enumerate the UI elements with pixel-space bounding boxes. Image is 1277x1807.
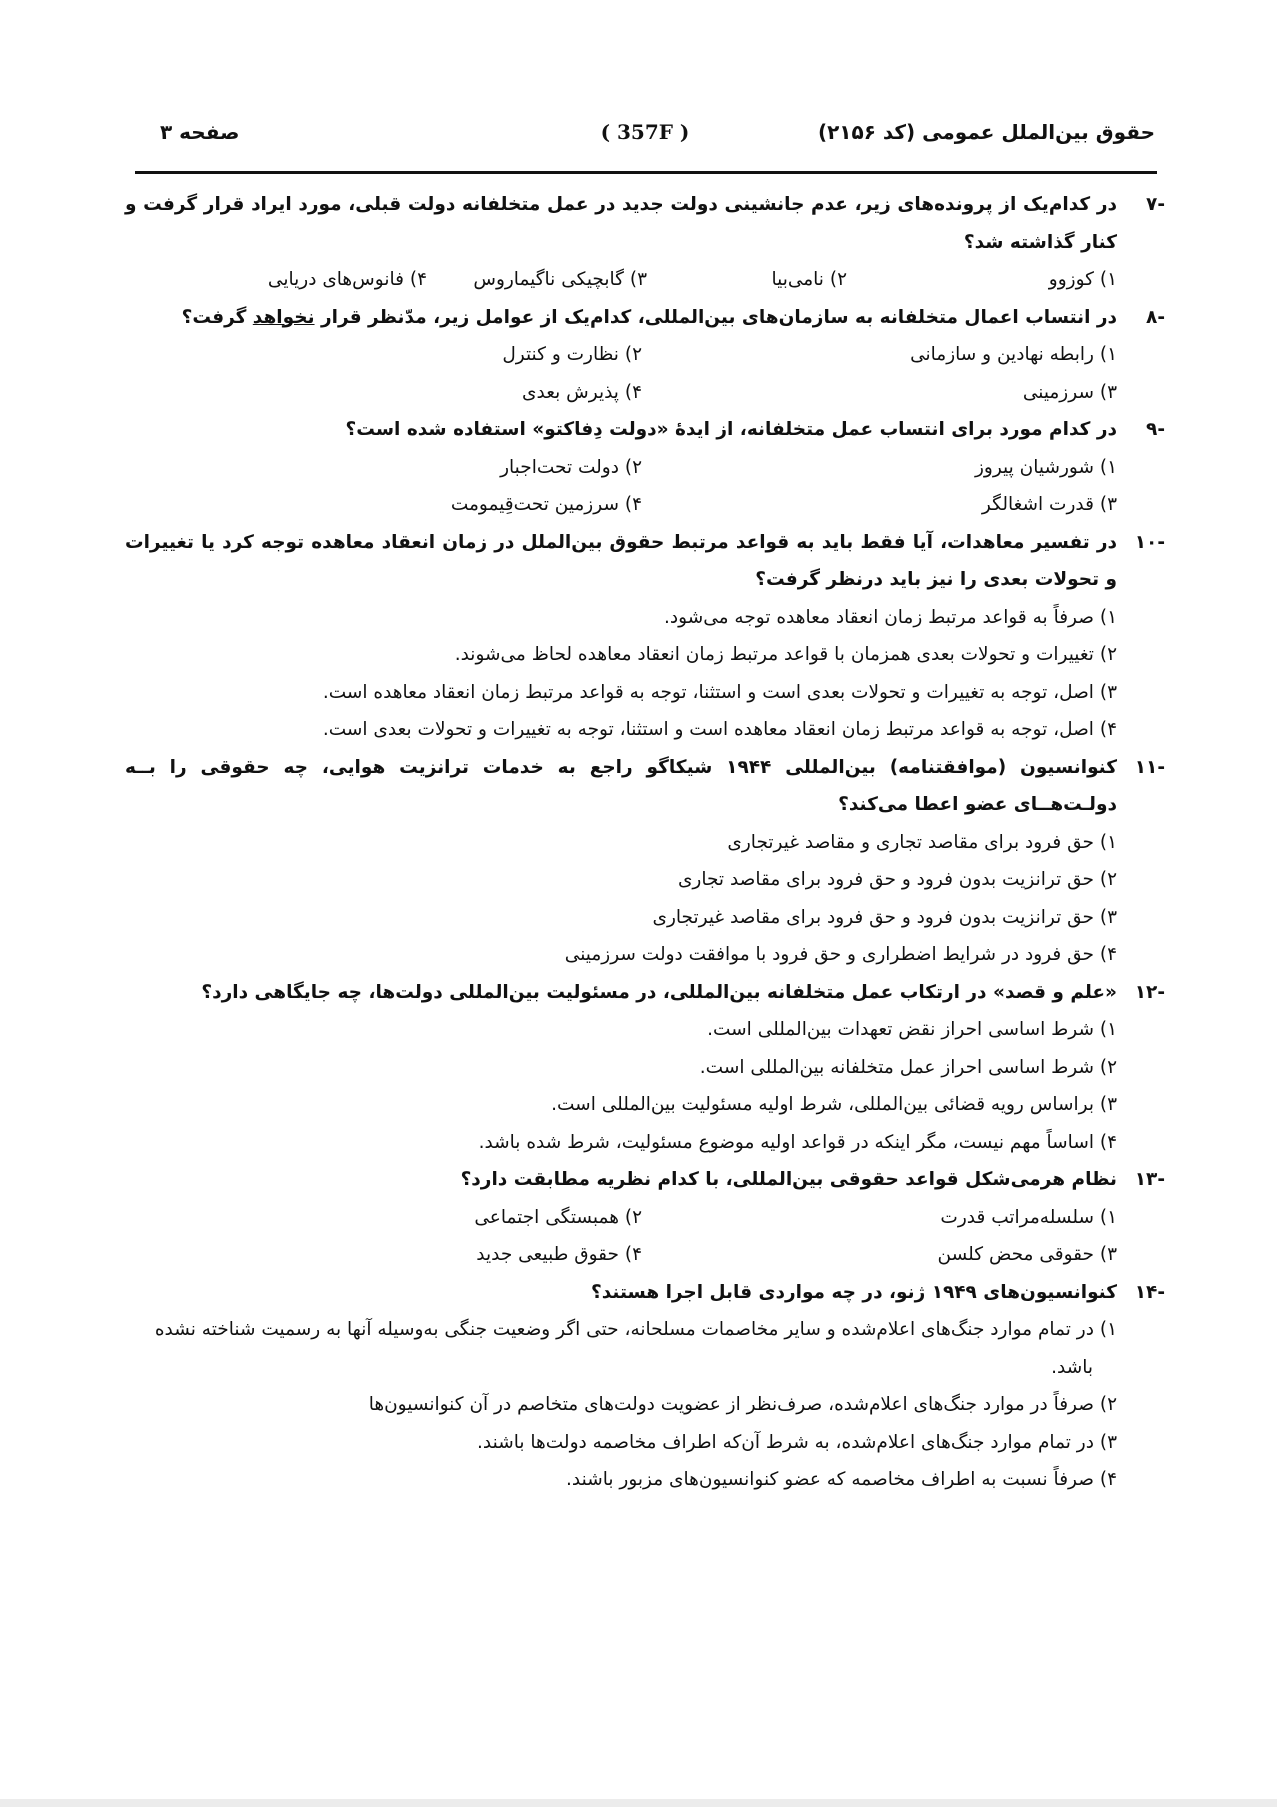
- option-3: ۳) اصل، توجه به تغییرات و تحولات بعدی است و استثنا، توجه به قواعد مرتبط زمان انعقاد معاهده است.: [322, 681, 1117, 703]
- question-number: -۹: [1146, 419, 1165, 440]
- exam-title: حقوق بین‌الملل عمومی (کد ۲۱۵۶): [817, 120, 1155, 144]
- options: [125, 336, 1117, 411]
- question-10: [125, 524, 1165, 749]
- option-2: ۲) شرط اساسی احراز عمل متخلفانه بین‌المللی است.: [699, 1056, 1117, 1078]
- option-2: ۲) دولت تحت‌اجبار: [500, 456, 642, 478]
- option-1: ۱) شرط اساسی احراز نقض تعهدات بین‌المللی است.: [707, 1019, 1117, 1040]
- option-3: ۳) قدرت اشغالگر: [981, 494, 1117, 515]
- options: [125, 449, 1117, 524]
- question-number: -۱۴: [1134, 1281, 1165, 1303]
- option-1: ۱) صرفاً به قواعد مرتبط زمان انعقاد معاهده توجه می‌شود.: [664, 606, 1117, 628]
- question-12: [125, 974, 1165, 1162]
- question-text-part: گرفت؟: [181, 306, 253, 328]
- page-header: [135, 120, 1155, 154]
- options: [125, 1011, 1117, 1161]
- option-2: ۲) نامی‌بیا: [771, 269, 847, 290]
- question-number: -۱۱: [1134, 756, 1165, 778]
- option-4: ۴) حقوق طبیعی جدید: [476, 1244, 642, 1265]
- option-1: ۱) رابطه نهادین و سازمانی: [910, 344, 1117, 365]
- question-text: «علم و قصد» در ارتکاب عمل متخلفانه بین‌المللی، در مسئولیت بین‌المللی دولت‌ها، چه جایگاهی دارد؟: [201, 981, 1117, 1003]
- question-13: [125, 1161, 1165, 1274]
- option-4: ۴) صرفاً نسبت به اطراف مخاصمه که عضو کنوانسیون‌های مزبور باشند.: [566, 1469, 1117, 1490]
- option-3: ۳) براساس رویه قضائی بین‌المللی، شرط اولیه مسئولیت بین‌المللی است.: [551, 1094, 1117, 1115]
- option-3: ۳) حق ترانزیت بدون فرود و حق فرود برای مقاصد غیرتجاری: [652, 906, 1117, 928]
- options: [125, 1311, 1117, 1499]
- option-2: ۲) صرفاً در موارد جنگ‌های اعلام‌شده، صرف‌نظر از عضویت دولت‌های متخاصم در آن کنوانسیون‌ها: [368, 1394, 1117, 1415]
- option-2: ۲) حق ترانزیت بدون فرود و حق فرود برای مقاصد تجاری: [677, 869, 1117, 890]
- header-divider: [135, 171, 1157, 174]
- option-4: ۴) سرزمین تحت‌قِیمومت: [450, 494, 642, 515]
- option-1: ۱) شورشیان پیروز: [974, 456, 1117, 478]
- questions-list: [125, 186, 1165, 1499]
- option-3: ۳) سرزمینی: [1022, 381, 1117, 403]
- question-text: در کدام مورد برای انتساب عمل متخلفانه، از ایدهٔ «دولت دِفاکتو» استفاده شده است؟: [345, 419, 1117, 440]
- question-text: در کدام‌یک از پرونده‌های زیر، عدم جانشینی دولت جدید در عمل متخلفانه دولت قبلی، مورد ایراد قرار گرفت و کنار گذاشته شد؟: [125, 194, 1117, 253]
- option-3: ۳) در تمام موارد جنگ‌های اعلام‌شده، به شرط آن‌که اطراف مخاصمه دولت‌ها باشند.: [477, 1431, 1117, 1453]
- options: [125, 1199, 1117, 1274]
- option-4: ۴) فانوس‌های دریایی: [267, 269, 427, 290]
- question-7: [125, 186, 1165, 299]
- option-2: ۲) نظارت و کنترل: [502, 344, 642, 365]
- question-8: [125, 299, 1165, 412]
- question-text: کنوانسیون‌های ۱۹۴۹ ژنو، در چه مواردی قابل اجرا هستند؟: [590, 1281, 1117, 1303]
- option-3: ۳) گابچیکی ناگیماروس: [473, 269, 647, 290]
- option-3: ۳) حقوقی محض کلسن: [937, 1244, 1117, 1265]
- option-1: ۱) در تمام موارد جنگ‌های اعلام‌شده و سایر مخاصمات مسلحانه، حتی اگر وضعیت جنگی به‌وسیله آنها به رسمیت شناخته نشده باشد.: [154, 1319, 1117, 1378]
- options: [125, 261, 1117, 299]
- option-4: ۴) پذیرش بعدی: [522, 381, 642, 403]
- booklet-code: ( 357F ): [600, 120, 690, 144]
- question-9: [125, 411, 1165, 524]
- question-14: [125, 1274, 1165, 1499]
- options: [125, 824, 1117, 974]
- options: [125, 599, 1117, 749]
- option-2: ۲) تغییرات و تحولات بعدی همزمان با قواعد مرتبط زمان انعقاد معاهده لحاظ می‌شوند.: [454, 644, 1117, 665]
- option-4: ۴) اساساً مهم نیست، مگر اینکه در قواعد اولیه موضوع مسئولیت، شرط شده باشد.: [478, 1131, 1117, 1153]
- question-number: -۸: [1146, 306, 1165, 328]
- question-number: -۷: [1146, 194, 1165, 215]
- page-number: صفحه ۳: [160, 120, 240, 144]
- underlined-word: نخواهد: [252, 306, 315, 328]
- question-number: -۱۲: [1134, 981, 1165, 1003]
- question-number: -۱۰: [1134, 531, 1165, 553]
- option-1: ۱) سلسله‌مراتب قدرت: [940, 1206, 1117, 1228]
- question-number: -۱۳: [1134, 1169, 1165, 1190]
- question-text: کنوانسیون (موافقتنامه) بین‌المللی ۱۹۴۴ شیکاگو راجع به خدمات ترانزیت هوایی، چه حقوقی را بــه دولـت‌هــای عضو اعطا می‌کند؟: [125, 756, 1117, 815]
- question-11: [125, 749, 1165, 974]
- option-1: ۱) کوزوو: [1048, 269, 1117, 290]
- question-text: در تفسیر معاهدات، آیا فقط باید به قواعد مرتبط حقوق بین‌الملل در زمان انعقاد معاهده توجه کرد یا تغییرات و تحولات بعدی را نیز باید درنظر گرفت؟: [125, 531, 1117, 590]
- question-text: نظام هرمی‌شکل قواعد حقوقی بین‌المللی، با کدام نظریه مطابقت دارد؟: [460, 1169, 1117, 1190]
- question-text-part: در انتساب اعمال متخلفانه به سازمان‌های بین‌المللی، کدام‌یک از عوامل زیر، مدّنظر قرار: [314, 306, 1117, 328]
- question-text: [125, 299, 1117, 337]
- option-2: ۲) همبستگی اجتماعی: [474, 1206, 642, 1228]
- page-bottom-edge: [0, 1799, 1277, 1807]
- option-4: ۴) حق فرود در شرایط اضطراری و حق فرود با موافقت دولت سرزمینی: [564, 944, 1117, 965]
- option-4: ۴) اصل، توجه به قواعد مرتبط زمان انعقاد معاهده است و استثنا، توجه به تغییرات و تحولات بعدی است.: [322, 719, 1117, 740]
- option-1: ۱) حق فرود برای مقاصد تجاری و مقاصد غیرتجاری: [727, 831, 1117, 853]
